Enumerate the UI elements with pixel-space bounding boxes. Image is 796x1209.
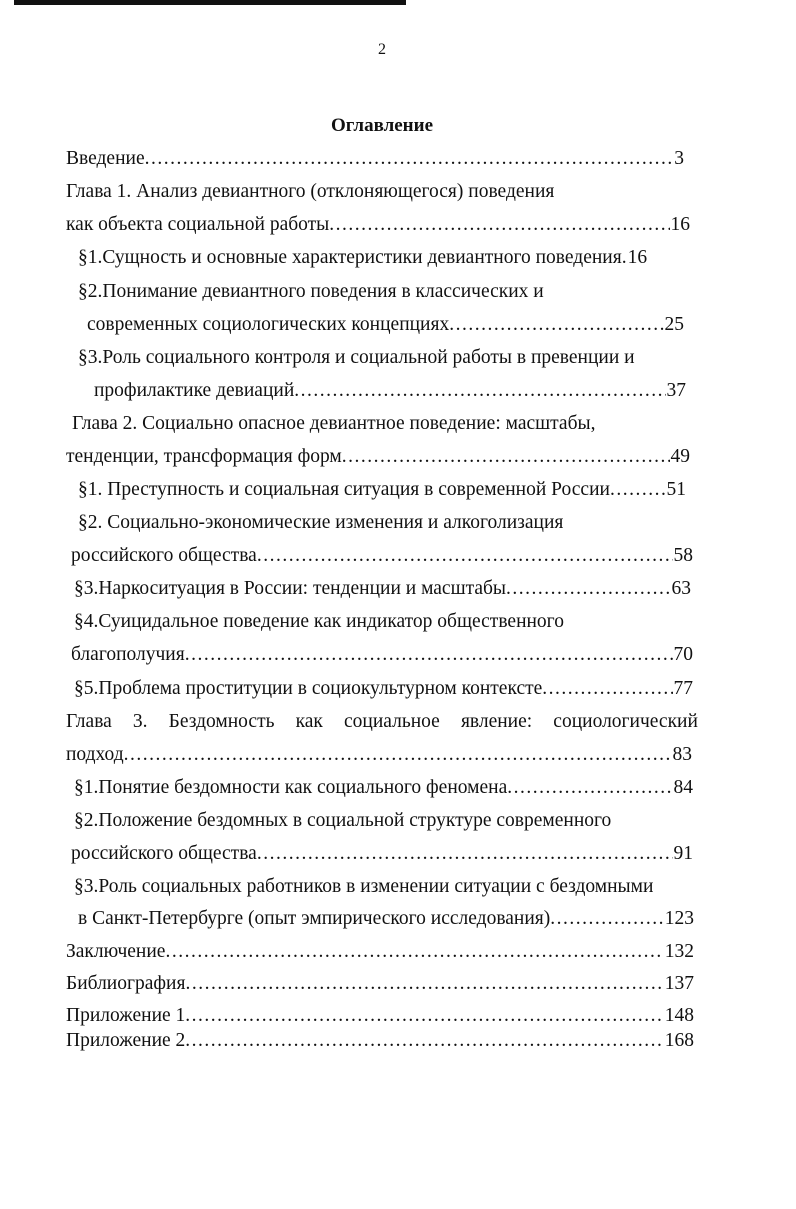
dot-leader [542, 676, 672, 702]
toc-entry-ch1-s1[interactable] [78, 245, 690, 271]
dot-leader [124, 742, 672, 768]
toc-entry-bibliography[interactable] [66, 971, 694, 997]
toc-entry-title: Приложение 2 [66, 1030, 186, 1051]
heading-word: Глава [66, 711, 112, 732]
toc-page-number: 132 [664, 941, 694, 962]
dot-leader [185, 1028, 663, 1054]
toc-entry-title: §3.Наркоситуация в России: тенденции и масштабы [74, 578, 507, 599]
toc-page-number: 77 [673, 678, 693, 699]
dot-leader [185, 971, 663, 997]
chapter-3-heading [66, 709, 698, 735]
toc-page-number: 16 [670, 214, 690, 235]
toc-page-number: 123 [664, 908, 694, 929]
dot-leader [506, 576, 670, 602]
heading-word: как [295, 711, 323, 732]
dot-leader [329, 212, 669, 238]
toc-page-number: 91 [673, 843, 693, 864]
toc-entry-title: профилактике девиаций [94, 380, 295, 401]
toc-entry-ch2-s5[interactable] [74, 676, 693, 702]
toc-entry-title: благополучия [71, 644, 185, 665]
toc-page-number: 63 [671, 578, 691, 599]
toc-page-number: 51 [666, 479, 686, 500]
toc-entry-title: современных социологических концепциях [87, 314, 450, 335]
toc-entry-ch2-s4[interactable] [71, 642, 693, 668]
toc-entry-ch3-s3[interactable] [78, 906, 694, 932]
toc-entry-title: Библиография [66, 973, 186, 994]
ch2-s2-heading: §2. Социально-экономические изменения и алкоголизация [78, 512, 564, 533]
toc-entry-title: Введение [66, 148, 145, 169]
toc-entry-chapter-2[interactable] [66, 444, 690, 470]
heading-word: Бездомность [168, 711, 275, 732]
toc-entry-ch2-s1[interactable] [78, 477, 686, 503]
toc-entry-chapter-1[interactable] [66, 212, 690, 238]
dot-leader [550, 906, 663, 932]
dot-leader [257, 543, 673, 569]
toc-entry-ch1-s3[interactable] [94, 378, 686, 404]
toc-page-number: 37 [666, 380, 686, 401]
dot-leader [145, 146, 674, 172]
toc-page-number: 137 [664, 973, 694, 994]
toc-entry-appendix-1[interactable] [66, 1003, 694, 1029]
heading-word: явление: [460, 711, 533, 732]
dot-leader [257, 841, 673, 867]
dot-leader [610, 477, 666, 503]
heading-word: социологический [553, 711, 698, 732]
top-border-rule [14, 0, 406, 5]
toc-entry-title: §1.Понятие бездомности как социального феномена [74, 777, 508, 798]
chapter-1-heading: Глава 1. Анализ девиантного (отклоняющегося) поведения [66, 181, 555, 202]
toc-entry-title: §1. Преступность и социальная ситуация в современной России [78, 479, 610, 500]
dot-leader [185, 642, 673, 668]
toc-entry-intro[interactable] [66, 146, 684, 172]
toc-page-number: 3 [674, 148, 684, 169]
ch3-s3-heading: §3.Роль социальных работников в изменении ситуации с бездомными [74, 876, 654, 897]
toc-entry-ch3-s1[interactable] [74, 775, 693, 801]
dot-leader [185, 1003, 663, 1029]
toc-entry-appendix-2[interactable] [66, 1028, 694, 1054]
toc-entry-ch1-s2[interactable] [87, 312, 684, 338]
toc-page-number: 84 [673, 777, 693, 798]
toc-title: Оглавление [330, 115, 434, 136]
page-number: 2 [378, 41, 386, 58]
toc-page-number: 148 [664, 1005, 694, 1026]
toc-entry-title: Приложение 1 [66, 1005, 186, 1026]
toc-entry-chapter-3[interactable] [66, 742, 692, 768]
toc-page-number: 58 [673, 545, 693, 566]
toc-entry-title: как объекта социальной работы [66, 214, 330, 235]
toc-entry-title: Заключение [66, 941, 166, 962]
toc-entry-title: российского общества [71, 843, 257, 864]
dot-leader [449, 312, 663, 338]
toc-page-number: 83 [672, 744, 692, 765]
chapter-2-heading: Глава 2. Социально опасное девиантное поведение: масштабы, [72, 413, 596, 434]
heading-word: 3. [132, 711, 148, 732]
ch1-s2-heading: §2.Понимание девиантного поведения в классических и [78, 281, 544, 302]
toc-page-number: 70 [673, 644, 693, 665]
toc-entry-ch2-s3[interactable] [74, 576, 691, 602]
dot-leader [294, 378, 665, 404]
dot-leader [342, 444, 670, 470]
toc-page-number: 25 [664, 314, 684, 335]
toc-entry-title: §1.Сущность и основные характеристики девиантного поведения. [78, 247, 627, 268]
toc-entry-title: в Санкт-Петербурге (опыт эмпирического исследования) [78, 908, 551, 929]
toc-entry-ch3-s2[interactable] [71, 841, 693, 867]
dot-leader [507, 775, 672, 801]
toc-entry-conclusion[interactable] [66, 939, 694, 965]
toc-entry-title: тенденции, трансформация форм [66, 446, 342, 467]
toc-entry-title: подход [66, 744, 124, 765]
toc-entry-title: §5.Проблема проституции в социокультурном контексте [74, 678, 543, 699]
toc-page-number: 49 [670, 446, 690, 467]
toc-entry-ch2-s2[interactable] [71, 543, 693, 569]
ch3-s2-heading: §2.Положение бездомных в социальной структуре современного [74, 810, 612, 831]
dot-leader [165, 939, 663, 965]
toc-entry-title: российского общества [71, 545, 257, 566]
heading-word: социальное [344, 711, 440, 732]
toc-page-number: 16 [627, 247, 648, 268]
toc-page-number: 168 [664, 1030, 694, 1051]
ch2-s4-heading: §4.Суицидальное поведение как индикатор общественного [74, 611, 564, 632]
ch1-s3-heading: §3.Роль социального контроля и социальной работы в превенции и [78, 347, 635, 368]
